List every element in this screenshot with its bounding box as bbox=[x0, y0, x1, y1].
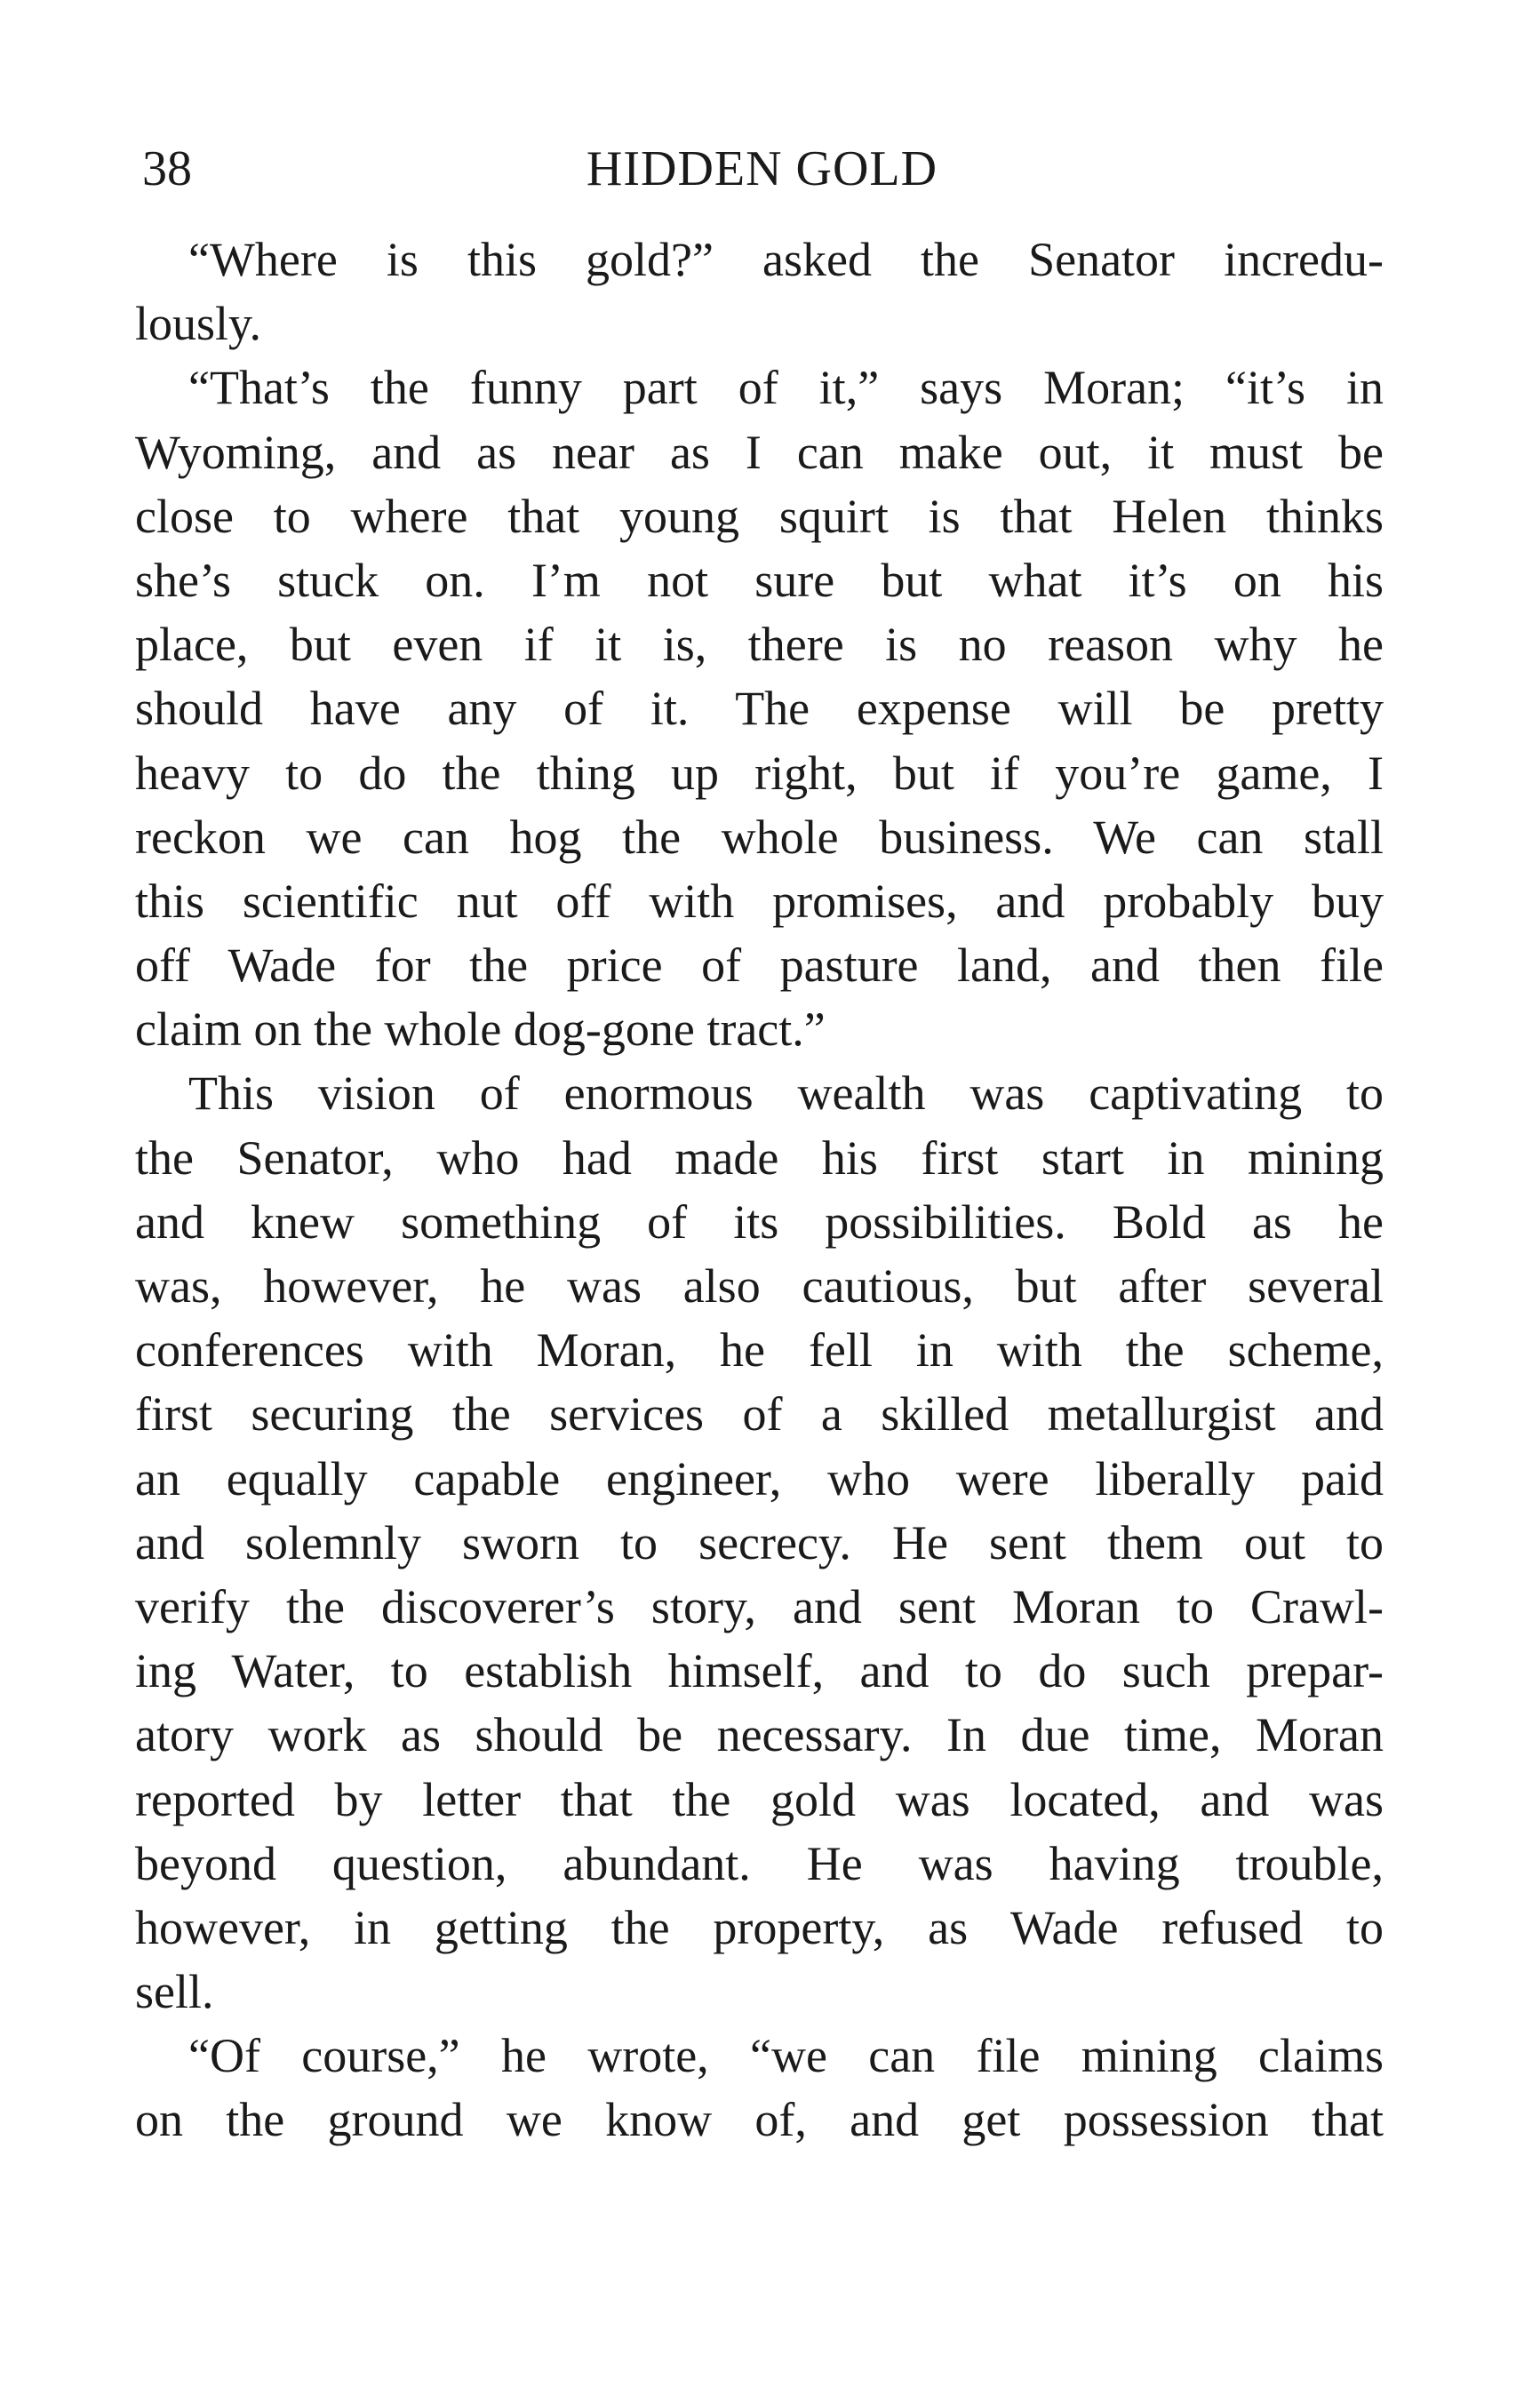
text-line: an equally capable engineer, who were liberally paid bbox=[135, 1451, 1384, 1505]
text-line: “Where is this gold?” asked the Senator incredu- bbox=[188, 233, 1384, 286]
text-line: verify the discoverer’s story, and sent Moran to Crawl- bbox=[135, 1579, 1384, 1633]
text-line: beyond question, abundant. He was having trouble, bbox=[135, 1836, 1384, 1890]
body-text bbox=[135, 228, 1384, 2152]
text-line: lously. bbox=[135, 297, 262, 351]
text-line: This vision of enormous wealth was captivating to bbox=[188, 1066, 1384, 1121]
page-header bbox=[142, 133, 1382, 204]
text-line: Wyoming, and as near as I can make out, it must be bbox=[135, 425, 1384, 479]
text-line: first securing the services of a skilled metallurgist and bbox=[135, 1387, 1384, 1442]
text-line: she’s stuck on. I’m not sure but what it’s on his bbox=[135, 553, 1384, 607]
text-line: and knew something of its possibilities. Bold as he bbox=[135, 1194, 1384, 1249]
page-number: 38 bbox=[142, 141, 192, 196]
text-line: reported by letter that the gold was located, and was bbox=[135, 1772, 1384, 1826]
text-line: sell. bbox=[135, 1965, 214, 2019]
text-line: off Wade for the price of pasture land, and then file bbox=[135, 938, 1384, 993]
text-line: the Senator, who had made his first start in mining bbox=[135, 1130, 1384, 1185]
text-line: conferences with Moran, he fell in with the scheme, bbox=[135, 1323, 1384, 1378]
text-line: claim on the whole dog-gone tract.” bbox=[135, 1002, 826, 1057]
text-line: ing Water, to establish himself, and to do such prepar- bbox=[135, 1644, 1384, 1698]
running-title: HIDDEN GOLD bbox=[586, 141, 938, 196]
text-line: should have any of it. The expense will be pretty bbox=[135, 682, 1384, 736]
text-line: heavy to do the thing up right, but if you’re game, I bbox=[135, 746, 1384, 800]
text-line: “Of course,” he wrote, “we can file mining claims bbox=[188, 2029, 1384, 2083]
text-line: atory work as should be necessary. In due time, Moran bbox=[135, 1708, 1384, 1762]
text-line: and solemnly sworn to secrecy. He sent them out to bbox=[135, 1515, 1384, 1569]
text-line: place, but even if it is, there is no reason why he bbox=[135, 618, 1384, 672]
text-line: this scientific nut off with promises, and probably buy bbox=[135, 874, 1384, 928]
text-line: on the ground we know of, and get possession that bbox=[135, 2093, 1384, 2147]
text-line: close to where that young squirt is that Helen thinks bbox=[135, 489, 1384, 543]
text-line: “That’s the funny part of it,” says Moran; “it’s in bbox=[188, 361, 1384, 415]
text-line: was, however, he was also cautious, but after several bbox=[135, 1259, 1384, 1313]
text-line: reckon we can hog the whole business. We can stall bbox=[135, 810, 1384, 864]
text-line: however, in getting the property, as Wade refused to bbox=[135, 1900, 1384, 1954]
